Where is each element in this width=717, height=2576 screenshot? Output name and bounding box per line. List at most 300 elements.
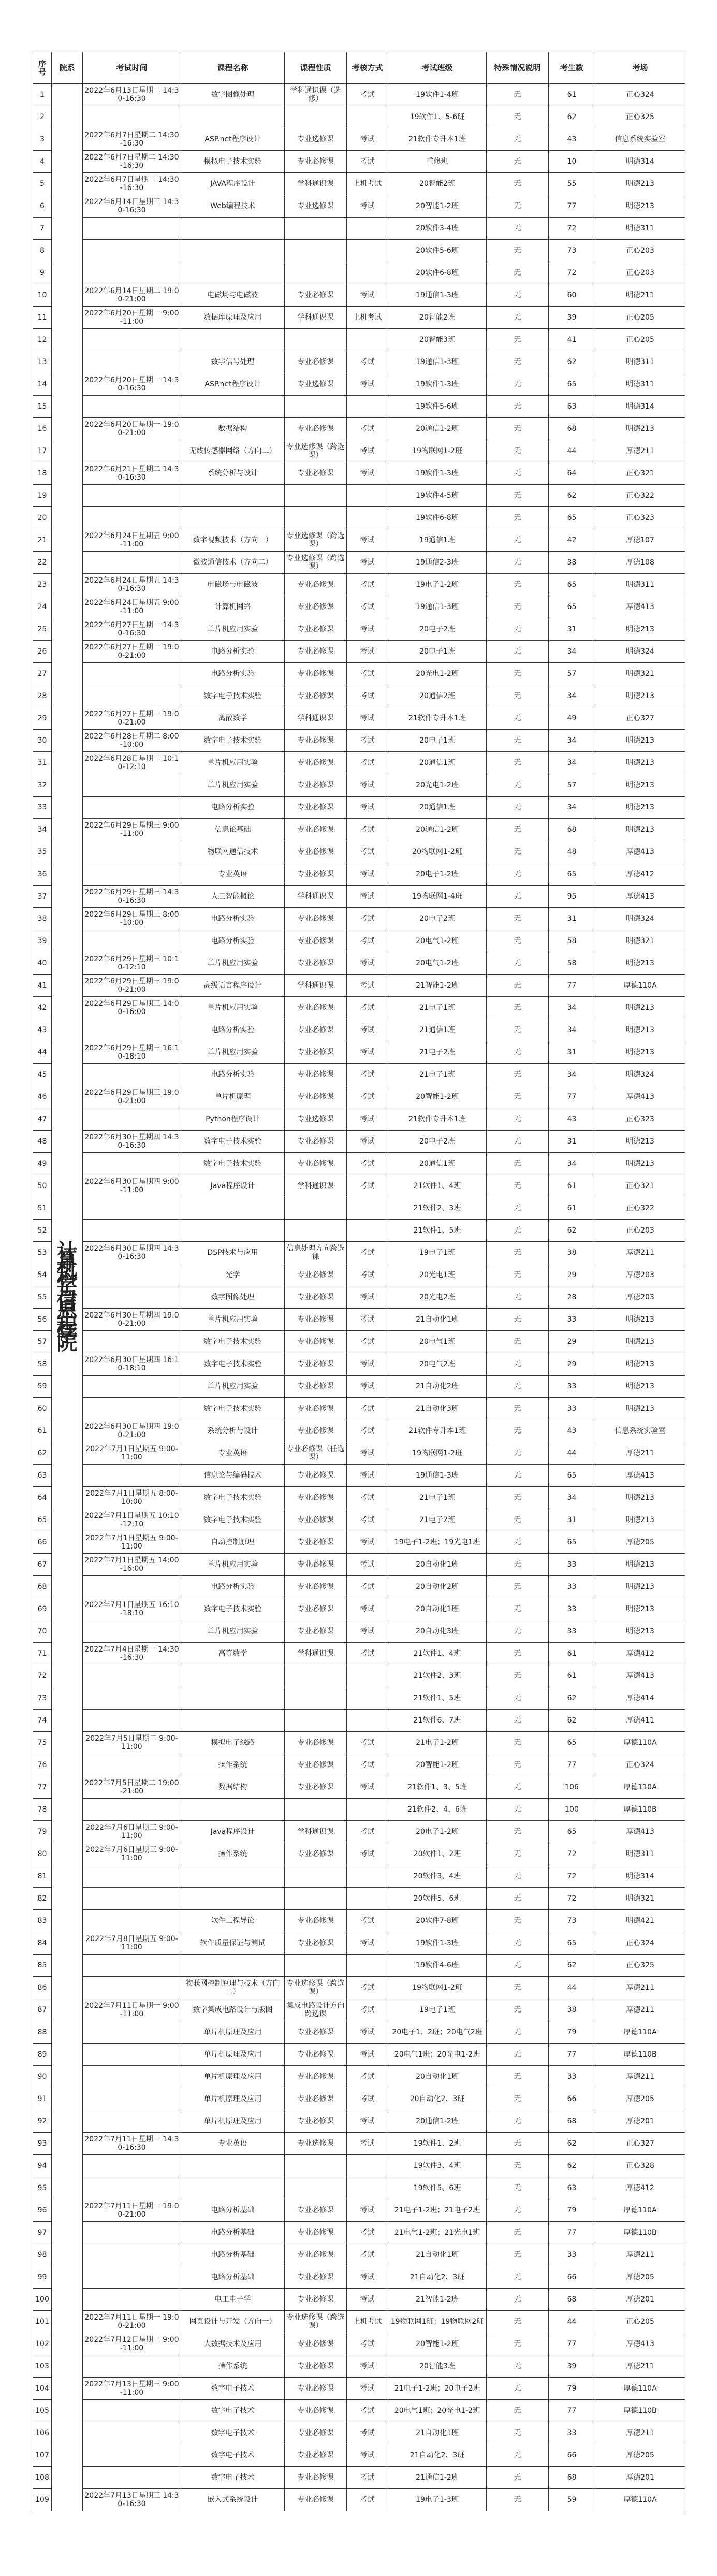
special-note: 无 bbox=[487, 2467, 549, 2489]
course-type bbox=[285, 396, 347, 418]
student-count: 77 bbox=[549, 1754, 595, 1776]
row-index: 50 bbox=[33, 1175, 52, 1197]
table-row bbox=[33, 952, 685, 975]
table-row bbox=[33, 2222, 685, 2244]
special-note: 无 bbox=[487, 1353, 549, 1376]
row-index: 34 bbox=[33, 819, 52, 841]
exam-time bbox=[83, 797, 181, 819]
row-index: 55 bbox=[33, 1286, 52, 1309]
exam-class: 19电子1-3班 bbox=[388, 2489, 487, 2511]
table-row bbox=[33, 863, 685, 886]
student-count: 64 bbox=[549, 462, 595, 485]
exam-class: 19软件5、6班 bbox=[388, 2177, 487, 2199]
exam-time bbox=[83, 1220, 181, 1242]
exam-room: 正心328 bbox=[595, 2155, 685, 2177]
special-note: 无 bbox=[487, 1665, 549, 1687]
assessment-method bbox=[347, 1687, 388, 1710]
row-index: 45 bbox=[33, 1064, 52, 1086]
exam-class: 19电子1-2班；19光电1班 bbox=[388, 1531, 487, 1554]
course-type: 专业必修课 bbox=[285, 151, 347, 173]
exam-room: 厚德110A bbox=[595, 2489, 685, 2511]
exam-class: 20通信1班 bbox=[388, 797, 487, 819]
exam-class: 20光电1-2班 bbox=[388, 663, 487, 685]
row-index: 75 bbox=[33, 1732, 52, 1754]
student-count: 44 bbox=[549, 2311, 595, 2333]
assessment-method: 考试 bbox=[347, 863, 388, 886]
row-index: 18 bbox=[33, 462, 52, 485]
course-type: 专业必修课 bbox=[285, 2088, 347, 2110]
special-note: 无 bbox=[487, 1554, 549, 1576]
table-row bbox=[33, 106, 685, 128]
assessment-method: 考试 bbox=[347, 2021, 388, 2044]
special-note: 无 bbox=[487, 596, 549, 618]
table-row bbox=[33, 1710, 685, 1732]
student-count: 33 bbox=[549, 1598, 595, 1620]
table-row bbox=[33, 173, 685, 195]
special-note: 无 bbox=[487, 1131, 549, 1153]
course-name: 数据库原理及应用 bbox=[181, 307, 285, 329]
exam-class: 21软件1、5班 bbox=[388, 1220, 487, 1242]
exam-class: 19物联网1-2班 bbox=[388, 440, 487, 462]
exam-class: 20电子1-2班 bbox=[388, 863, 487, 886]
assessment-method: 考试 bbox=[347, 1999, 388, 2021]
assessment-method: 考试 bbox=[347, 373, 388, 396]
course-type: 学科通识课（选修） bbox=[285, 84, 347, 106]
assessment-method: 考试 bbox=[347, 797, 388, 819]
student-count: 43 bbox=[549, 128, 595, 151]
course-name bbox=[181, 1710, 285, 1732]
exam-time: 2022年7月11日星期一 9:00-11:00 bbox=[83, 1999, 181, 2021]
assessment-method: 考试 bbox=[347, 1776, 388, 1799]
row-index: 31 bbox=[33, 752, 52, 774]
table-row bbox=[33, 2489, 685, 2511]
exam-time bbox=[83, 329, 181, 351]
exam-time: 2022年6月29日星期三 14:00-16:00 bbox=[83, 997, 181, 1019]
exam-room: 明德321 bbox=[595, 663, 685, 685]
assessment-method bbox=[347, 485, 388, 507]
exam-class: 20自动化2、3班 bbox=[388, 2088, 487, 2110]
course-type: 专业必修课 bbox=[285, 663, 347, 685]
assessment-method: 考试 bbox=[347, 529, 388, 552]
assessment-method: 考试 bbox=[347, 1242, 388, 1264]
assessment-method: 考试 bbox=[347, 2244, 388, 2266]
special-note: 无 bbox=[487, 1331, 549, 1353]
exam-room: 明德213 bbox=[595, 1376, 685, 1398]
course-type: 专业必修课 bbox=[285, 797, 347, 819]
exam-time: 2022年7月5日星期二 19:00-21:00 bbox=[83, 1776, 181, 1799]
course-type: 专业必修课 bbox=[285, 1331, 347, 1353]
course-name bbox=[181, 396, 285, 418]
row-index: 93 bbox=[33, 2133, 52, 2155]
exam-room: 厚德211 bbox=[595, 2355, 685, 2378]
table-row bbox=[33, 373, 685, 396]
table-row bbox=[33, 1843, 685, 1865]
assessment-method: 考试 bbox=[347, 1353, 388, 1376]
exam-class: 20电气1班 bbox=[388, 1331, 487, 1353]
row-index: 54 bbox=[33, 1264, 52, 1286]
course-name: 数字视频技术（方向一） bbox=[181, 529, 285, 552]
student-count: 44 bbox=[549, 1442, 595, 1465]
table-row bbox=[33, 2289, 685, 2311]
assessment-method: 考试 bbox=[347, 1643, 388, 1665]
student-count: 63 bbox=[549, 2177, 595, 2199]
exam-class: 20自动化1班 bbox=[388, 1598, 487, 1620]
exam-room: 厚德412 bbox=[595, 2177, 685, 2199]
course-name: 单片机应用实验 bbox=[181, 1376, 285, 1398]
special-note: 无 bbox=[487, 1620, 549, 1643]
course-type: 专业必修课 bbox=[285, 1776, 347, 1799]
table-row bbox=[33, 1064, 685, 1086]
exam-class: 20智能1-2班 bbox=[388, 195, 487, 218]
exam-time bbox=[83, 485, 181, 507]
row-index: 22 bbox=[33, 552, 52, 574]
exam-class: 21通信1-2班 bbox=[388, 2467, 487, 2489]
exam-class: 21电子1班 bbox=[388, 997, 487, 1019]
exam-class: 20光电1-2班 bbox=[388, 774, 487, 797]
exam-class: 19电子1-2班 bbox=[388, 574, 487, 596]
assessment-method: 考试 bbox=[347, 574, 388, 596]
course-name bbox=[181, 2177, 285, 2199]
exam-time bbox=[83, 774, 181, 797]
assessment-method: 考试 bbox=[347, 195, 388, 218]
exam-room: 明德314 bbox=[595, 396, 685, 418]
table-row bbox=[33, 84, 685, 106]
exam-room: 明德213 bbox=[595, 195, 685, 218]
course-name: ASP.net程序设计 bbox=[181, 128, 285, 151]
row-index: 42 bbox=[33, 997, 52, 1019]
exam-class: 21通信1班 bbox=[388, 1019, 487, 1041]
row-index: 63 bbox=[33, 1465, 52, 1487]
row-index: 47 bbox=[33, 1108, 52, 1131]
table-row bbox=[33, 507, 685, 529]
exam-class: 21自动化1班 bbox=[388, 1309, 487, 1331]
course-type: 专业必修课 bbox=[285, 596, 347, 618]
table-row bbox=[33, 2066, 685, 2088]
special-note: 无 bbox=[487, 1955, 549, 1977]
exam-room: 厚德205 bbox=[595, 2444, 685, 2467]
course-name: 数字电子技术实验 bbox=[181, 730, 285, 752]
special-note: 无 bbox=[487, 886, 549, 908]
special-note: 无 bbox=[487, 1932, 549, 1955]
special-note: 无 bbox=[487, 1086, 549, 1108]
exam-class: 21软件6、7班 bbox=[388, 1710, 487, 1732]
exam-room: 厚德211 bbox=[595, 1977, 685, 1999]
course-type: 学科通识课 bbox=[285, 886, 347, 908]
exam-room: 厚德211 bbox=[595, 2066, 685, 2088]
row-index: 70 bbox=[33, 1620, 52, 1643]
course-name bbox=[181, 1665, 285, 1687]
student-count: 77 bbox=[549, 2333, 595, 2355]
student-count: 39 bbox=[549, 2355, 595, 2378]
table-row bbox=[33, 1643, 685, 1665]
student-count: 72 bbox=[549, 262, 595, 284]
course-type: 专业必修课 bbox=[285, 418, 347, 440]
assessment-method: 考试 bbox=[347, 1487, 388, 1509]
exam-class: 19软件3、4班 bbox=[388, 2155, 487, 2177]
special-note: 无 bbox=[487, 618, 549, 641]
exam-table-body bbox=[33, 84, 685, 2511]
exam-class: 20智能3班 bbox=[388, 2355, 487, 2378]
course-name: 数据结构 bbox=[181, 418, 285, 440]
student-count: 62 bbox=[549, 1710, 595, 1732]
exam-time: 2022年6月27日星期一 14:30-16:30 bbox=[83, 618, 181, 641]
course-type: 专业必修课 bbox=[285, 2333, 347, 2355]
course-type bbox=[285, 1865, 347, 1888]
special-note: 无 bbox=[487, 2400, 549, 2422]
assessment-method: 考试 bbox=[347, 2222, 388, 2244]
assessment-method: 考试 bbox=[347, 2289, 388, 2311]
row-index: 83 bbox=[33, 1910, 52, 1932]
course-type: 学科通识课 bbox=[285, 975, 347, 997]
special-note: 无 bbox=[487, 2378, 549, 2400]
assessment-method bbox=[347, 1888, 388, 1910]
exam-room: 厚德413 bbox=[595, 596, 685, 618]
exam-room: 厚德211 bbox=[595, 2422, 685, 2444]
exam-class: 21自动化2班 bbox=[388, 1376, 487, 1398]
assessment-method: 考试 bbox=[347, 730, 388, 752]
course-type: 专业必修课 bbox=[285, 284, 347, 307]
row-index: 35 bbox=[33, 841, 52, 863]
exam-class: 21软件1、3、5班 bbox=[388, 1776, 487, 1799]
row-index: 8 bbox=[33, 240, 52, 262]
row-index: 96 bbox=[33, 2199, 52, 2222]
table-row bbox=[33, 663, 685, 685]
assessment-method: 考试 bbox=[347, 1420, 388, 1442]
header-course-name: 课程名称 bbox=[181, 52, 285, 84]
exam-room: 明德321 bbox=[595, 1888, 685, 1910]
exam-room: 正心324 bbox=[595, 1754, 685, 1776]
course-name: 系统分析与设计 bbox=[181, 1420, 285, 1442]
exam-time: 2022年6月27日星期一 19:00-21:00 bbox=[83, 641, 181, 663]
course-name: 数字电子技术 bbox=[181, 2400, 285, 2422]
exam-room: 厚德201 bbox=[595, 2110, 685, 2133]
student-count: 65 bbox=[549, 1465, 595, 1487]
course-type: 专业必修课 bbox=[285, 1286, 347, 1309]
special-note: 无 bbox=[487, 1732, 549, 1754]
exam-class: 20电子2班 bbox=[388, 908, 487, 930]
assessment-method bbox=[347, 396, 388, 418]
special-note: 无 bbox=[487, 2088, 549, 2110]
table-row bbox=[33, 1821, 685, 1843]
course-type: 专业必修课 bbox=[285, 1309, 347, 1331]
table-row bbox=[33, 2177, 685, 2199]
exam-time: 2022年6月29日星期三 10:10-12:10 bbox=[83, 952, 181, 975]
student-count: 77 bbox=[549, 1086, 595, 1108]
table-row bbox=[33, 1398, 685, 1420]
table-row bbox=[33, 307, 685, 329]
assessment-method: 考试 bbox=[347, 819, 388, 841]
table-row bbox=[33, 1175, 685, 1197]
course-type: 专业必修课 bbox=[285, 1398, 347, 1420]
student-count: 48 bbox=[549, 841, 595, 863]
course-name: 软件工程导论 bbox=[181, 1910, 285, 1932]
course-name bbox=[181, 1865, 285, 1888]
course-name: 单片机原理及应用 bbox=[181, 2066, 285, 2088]
assessment-method: 考试 bbox=[347, 1286, 388, 1309]
table-row bbox=[33, 351, 685, 373]
exam-class: 20软件3、4班 bbox=[388, 1865, 487, 1888]
row-index: 53 bbox=[33, 1242, 52, 1264]
course-name: 单片机原理及应用 bbox=[181, 2088, 285, 2110]
course-name: 专业英语 bbox=[181, 1442, 285, 1465]
exam-time: 2022年7月13日星期三 9:00-11:00 bbox=[83, 2378, 181, 2400]
exam-class: 21软件1、4班 bbox=[388, 1643, 487, 1665]
row-index: 62 bbox=[33, 1442, 52, 1465]
row-index: 36 bbox=[33, 863, 52, 886]
course-name: 单片机应用实验 bbox=[181, 618, 285, 641]
exam-class: 20电气2班 bbox=[388, 1353, 487, 1376]
exam-room: 正心324 bbox=[595, 84, 685, 106]
special-note: 无 bbox=[487, 1442, 549, 1465]
special-note: 无 bbox=[487, 1175, 549, 1197]
exam-class: 20软件7-8班 bbox=[388, 1910, 487, 1932]
exam-class: 20光电1班 bbox=[388, 1264, 487, 1286]
row-index: 12 bbox=[33, 329, 52, 351]
student-count: 43 bbox=[549, 1108, 595, 1131]
exam-room: 厚德413 bbox=[595, 841, 685, 863]
exam-time bbox=[83, 440, 181, 462]
exam-time: 2022年6月30日星期四 16:10-18:10 bbox=[83, 1353, 181, 1376]
student-count: 38 bbox=[549, 1242, 595, 1264]
row-index: 101 bbox=[33, 2311, 52, 2333]
table-row bbox=[33, 2110, 685, 2133]
course-type: 专业必修课 bbox=[285, 618, 347, 641]
special-note: 无 bbox=[487, 2244, 549, 2266]
course-type: 专业必修课 bbox=[285, 2199, 347, 2222]
course-name: 数字电子技术实验 bbox=[181, 1153, 285, 1175]
student-count: 57 bbox=[549, 774, 595, 797]
table-row bbox=[33, 529, 685, 552]
assessment-method: 上机考试 bbox=[347, 173, 388, 195]
table-row bbox=[33, 1019, 685, 1041]
exam-time: 2022年6月30日星期四 19:00-21:00 bbox=[83, 1309, 181, 1331]
course-type: 专业选修课 bbox=[285, 195, 347, 218]
exam-time bbox=[83, 396, 181, 418]
table-row bbox=[33, 1598, 685, 1620]
exam-class: 20电子2班 bbox=[388, 1131, 487, 1153]
assessment-method bbox=[347, 1197, 388, 1220]
exam-time bbox=[83, 2222, 181, 2244]
student-count: 34 bbox=[549, 752, 595, 774]
course-type bbox=[285, 1955, 347, 1977]
exam-room: 明德213 bbox=[595, 819, 685, 841]
course-type: 专业必修课 bbox=[285, 1153, 347, 1175]
assessment-method: 考试 bbox=[347, 1041, 388, 1064]
college-name: 计算机科学与信息工程学院 bbox=[52, 84, 83, 2511]
course-name: 自动控制原理 bbox=[181, 1531, 285, 1554]
course-name: 信息论基础 bbox=[181, 819, 285, 841]
student-count: 79 bbox=[549, 2378, 595, 2400]
exam-room: 明德213 bbox=[595, 1398, 685, 1420]
assessment-method: 考试 bbox=[347, 1843, 388, 1865]
table-row bbox=[33, 485, 685, 507]
exam-time: 2022年6月30日星期四 19:00-21:00 bbox=[83, 1420, 181, 1442]
course-name bbox=[181, 1799, 285, 1821]
row-index: 44 bbox=[33, 1041, 52, 1064]
exam-class: 20电子2班 bbox=[388, 618, 487, 641]
special-note: 无 bbox=[487, 1799, 549, 1821]
course-name: 电路分析实验 bbox=[181, 930, 285, 952]
course-type: 专业选修课（跨选课） bbox=[285, 1977, 347, 1999]
exam-class: 20电子1、2班；20电气2班 bbox=[388, 2021, 487, 2044]
assessment-method: 考试 bbox=[347, 2066, 388, 2088]
special-note: 无 bbox=[487, 1197, 549, 1220]
special-note: 无 bbox=[487, 1398, 549, 1420]
exam-room: 厚德211 bbox=[595, 1242, 685, 1264]
course-type bbox=[285, 2177, 347, 2199]
row-index: 64 bbox=[33, 1487, 52, 1509]
course-type: 专业必修课 bbox=[285, 2266, 347, 2289]
exam-class: 21软件专升本1班 bbox=[388, 1420, 487, 1442]
special-note: 无 bbox=[487, 173, 549, 195]
exam-time: 2022年6月24日星期五 9:00-11:00 bbox=[83, 596, 181, 618]
course-name: 电路分析实验 bbox=[181, 641, 285, 663]
row-index: 69 bbox=[33, 1598, 52, 1620]
row-index: 103 bbox=[33, 2355, 52, 2378]
row-index: 58 bbox=[33, 1353, 52, 1376]
exam-room: 明德213 bbox=[595, 685, 685, 707]
course-name: 单片机应用实验 bbox=[181, 1620, 285, 1643]
student-count: 34 bbox=[549, 1019, 595, 1041]
course-name: 数字电子技术实验 bbox=[181, 1598, 285, 1620]
special-note: 无 bbox=[487, 1509, 549, 1531]
student-count: 34 bbox=[549, 685, 595, 707]
special-note: 无 bbox=[487, 997, 549, 1019]
row-index: 19 bbox=[33, 485, 52, 507]
exam-time bbox=[83, 2400, 181, 2422]
row-index: 32 bbox=[33, 774, 52, 797]
exam-class: 20智能2班 bbox=[388, 173, 487, 195]
exam-room: 明德314 bbox=[595, 1865, 685, 1888]
row-index: 49 bbox=[33, 1153, 52, 1175]
table-row bbox=[33, 2244, 685, 2266]
exam-time bbox=[83, 685, 181, 707]
table-row bbox=[33, 1220, 685, 1242]
table-row bbox=[33, 797, 685, 819]
course-type bbox=[285, 1799, 347, 1821]
exam-class: 20电气1班；20光电1-2班 bbox=[388, 2044, 487, 2066]
course-type: 专业必修课 bbox=[285, 2044, 347, 2066]
exam-time bbox=[83, 1331, 181, 1353]
course-name: 单片机应用实验 bbox=[181, 1554, 285, 1576]
exam-time bbox=[83, 930, 181, 952]
exam-class: 19通信1-3班 bbox=[388, 284, 487, 307]
course-name: 数字电子技术 bbox=[181, 2444, 285, 2467]
table-row bbox=[33, 1776, 685, 1799]
table-row bbox=[33, 596, 685, 618]
student-count: 65 bbox=[549, 507, 595, 529]
assessment-method: 考试 bbox=[347, 1309, 388, 1331]
exam-time bbox=[83, 1153, 181, 1175]
course-name: 单片机应用实验 bbox=[181, 952, 285, 975]
course-name: 嵌入式系统设计 bbox=[181, 2489, 285, 2511]
course-type bbox=[285, 329, 347, 351]
row-index: 24 bbox=[33, 596, 52, 618]
course-name: 数据结构 bbox=[181, 1776, 285, 1799]
exam-class: 20物联网1-2班 bbox=[388, 841, 487, 863]
exam-time bbox=[83, 2088, 181, 2110]
student-count: 72 bbox=[549, 1865, 595, 1888]
table-row bbox=[33, 195, 685, 218]
student-count: 33 bbox=[549, 2244, 595, 2266]
exam-time: 2022年6月7日星期二 14:30-16:30 bbox=[83, 173, 181, 195]
course-type: 学科通识课 bbox=[285, 707, 347, 730]
special-note: 无 bbox=[487, 2133, 549, 2155]
row-index: 60 bbox=[33, 1398, 52, 1420]
assessment-method: 考试 bbox=[347, 1064, 388, 1086]
exam-class: 21软件专升本1班 bbox=[388, 707, 487, 730]
student-count: 41 bbox=[549, 329, 595, 351]
